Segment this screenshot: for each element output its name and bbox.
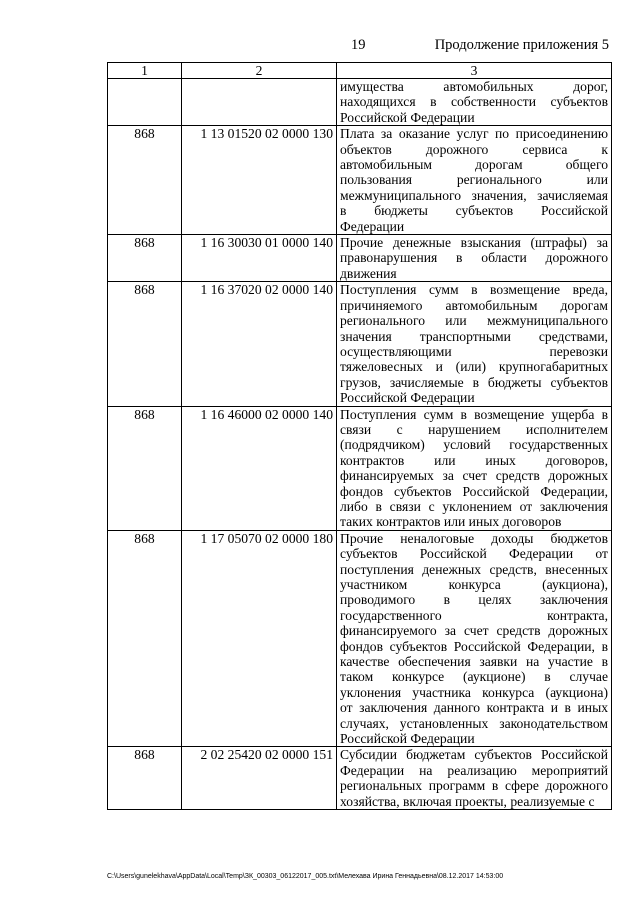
file-path-footer: C:\Users\gunelekhava\AppData\Local\Temp\ЗК_00303_06122017_005.txt\Мелехава Ирина Геннадьевна\08.12.2017 14:53:00: [107, 873, 504, 880]
admin-code-cell: 868: [108, 530, 182, 747]
budget-code-cell: 1 13 01520 02 0000 130: [182, 126, 337, 235]
table-header-row: [108, 63, 612, 79]
revenue-codes-table: [107, 62, 612, 810]
table-row: [108, 747, 612, 810]
description-line: движения: [340, 265, 397, 281]
column-header-3: 3: [337, 63, 612, 79]
admin-code-cell: 868: [108, 235, 182, 282]
description-line: причиняемого автомобильным дорогам: [340, 297, 608, 313]
description-line: уклонения участника конкурса (аукциона): [340, 684, 608, 700]
description-cell: [337, 406, 612, 530]
description-line: в бюджеты субъектов Российской: [340, 203, 608, 219]
description-line: Прочие неналоговые доходы бюджетов: [340, 530, 608, 546]
description-line: имущества автомобильных дорог,: [340, 79, 608, 94]
description-line: правонарушения в области дорожного: [340, 250, 608, 266]
description-line: Российской Федерации: [340, 390, 475, 406]
description-line: фондов субъектов Российской Федерации,: [340, 483, 608, 499]
budget-code-cell: 1 17 05070 02 0000 180: [182, 530, 337, 747]
description-line: Плата за оказание услуг по присоединению: [340, 126, 608, 142]
description-line: случаях, установленных законодательством: [340, 715, 608, 731]
description-line: поступления денежных средств, внесенных: [340, 561, 608, 577]
description-line: таком конкурсе (аукционе) в случае: [340, 669, 608, 685]
table-row: [108, 235, 612, 282]
admin-code-cell: [108, 79, 182, 126]
table-row: [108, 530, 612, 747]
budget-code-cell: 1 16 46000 02 0000 140: [182, 406, 337, 530]
description-line: объектов дорожного сервиса к: [340, 141, 608, 157]
description-line: Федерации: [340, 218, 405, 234]
budget-code-cell: 2 02 25420 02 0000 151: [182, 747, 337, 810]
table-row: [108, 126, 612, 235]
description-line: от заключения данного контракта и в иных: [340, 700, 608, 716]
description-line: либо в связи с уклонением от заключения: [340, 498, 608, 514]
table-row: [108, 406, 612, 530]
description-line: находящихся в собственности субъектов: [340, 94, 608, 110]
table-row: [108, 282, 612, 406]
description-line: регионального или межмуниципального: [340, 313, 608, 329]
description-line: Поступления сумм в возмещение вреда,: [340, 282, 608, 298]
description-line: автомобильным дорогам общего: [340, 157, 608, 173]
description-line: фондов субъектов Российской Федерации, в: [340, 638, 608, 654]
column-header-1: 1: [108, 63, 182, 79]
description-cell: [337, 126, 612, 235]
table-row: [108, 79, 612, 126]
description-line: качестве обеспечения заявки на участие в: [340, 654, 608, 670]
description-line: Федерации на реализацию мероприятий: [340, 762, 608, 778]
description-line: межмуниципального значения, зачисляемая: [340, 187, 608, 203]
description-line: Поступления сумм в возмещение ущерба в: [340, 406, 608, 422]
description-line: субъектов Российской Федерации от: [340, 546, 608, 562]
description-line: государственного контракта,: [340, 607, 608, 623]
page-number: 19: [351, 37, 366, 53]
table-body: [108, 79, 612, 810]
description-cell: [337, 530, 612, 747]
admin-code-cell: 868: [108, 282, 182, 406]
admin-code-cell: 868: [108, 126, 182, 235]
description-line: контрактов или иных договоров,: [340, 452, 608, 468]
description-line: Российской Федерации: [340, 109, 475, 125]
description-line: финансируемого за счет средств дорожных: [340, 623, 608, 639]
budget-code-cell: [182, 79, 337, 126]
description-cell: [337, 235, 612, 282]
description-line: финансируемых за счет средств дорожных: [340, 468, 608, 484]
description-line: хозяйства, включая проекты, реализуемые с: [340, 793, 595, 809]
description-cell: [337, 747, 612, 810]
description-cell: [337, 79, 612, 126]
description-line: Субсидии бюджетам субъектов Российской: [340, 747, 608, 763]
description-line: участником конкурса (аукциона),: [340, 577, 608, 592]
description-line: тяжеловесных и (или) крупногабаритных: [340, 359, 608, 375]
admin-code-cell: 868: [108, 747, 182, 810]
budget-code-cell: 1 16 37020 02 0000 140: [182, 282, 337, 406]
description-line: связи с нарушением исполнителем: [340, 421, 608, 437]
description-line: осуществляющими перевозки: [340, 343, 608, 359]
description-line: таких контрактов или иных договоров: [340, 514, 562, 530]
column-header-2: 2: [182, 63, 337, 79]
description-line: (подрядчиком) условий государственных: [340, 437, 608, 453]
description-line: Российской Федерации: [340, 731, 475, 747]
description-line: пользования регионального или: [340, 172, 608, 188]
description-line: Прочие денежные взыскания (штрафы) за: [340, 235, 608, 251]
description-line: проводимого в целях заключения: [340, 592, 608, 608]
description-line: значения транспортными средствами,: [340, 328, 608, 344]
description-line: региональных программ в сфере дорожного: [340, 778, 608, 794]
budget-code-cell: 1 16 30030 01 0000 140: [182, 235, 337, 282]
continuation-heading: Продолжение приложения 5: [434, 37, 609, 53]
description-line: грузов, зачисляемые в бюджеты субъектов: [340, 374, 608, 390]
description-cell: [337, 282, 612, 406]
admin-code-cell: 868: [108, 406, 182, 530]
